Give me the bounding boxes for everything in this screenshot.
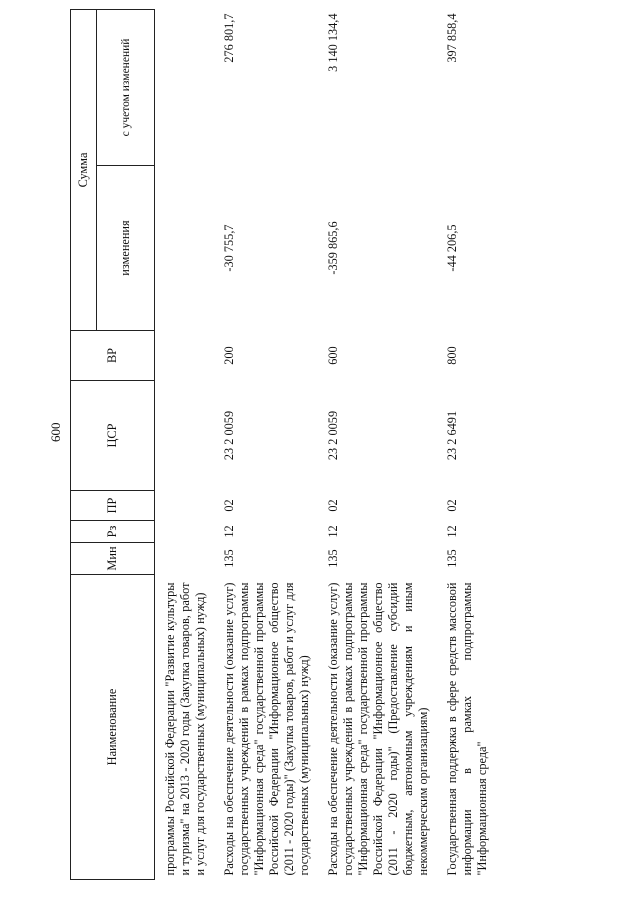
header-rz: Рз bbox=[71, 521, 155, 543]
row-pr bbox=[155, 491, 215, 521]
row-name: Государственная поддержка в сфере средств массовой информации в рамках подпрограммы "Информационная среда" bbox=[445, 582, 489, 876]
row-rz: 12 bbox=[222, 525, 236, 538]
header-with-changes: с учетом изменений bbox=[97, 9, 155, 165]
row-min: 135 bbox=[445, 549, 459, 568]
row-rz: 12 bbox=[326, 525, 340, 538]
row-rz: 12 bbox=[445, 525, 459, 538]
row-csr: 23 2 6491 bbox=[445, 410, 459, 461]
header-changes: изменения bbox=[97, 166, 155, 331]
header-name: Наименование bbox=[71, 575, 155, 880]
row-changes bbox=[155, 166, 215, 331]
row-min: 135 bbox=[326, 549, 340, 568]
table-row bbox=[318, 9, 437, 879]
row-changes: -44 206,5 bbox=[445, 224, 459, 272]
row-name: программы Российской Федерации "Развитие культуры и туризма" на 2013 - 2020 годы (Закупка товаров, работ и услуг для государственных (муниципальных) нужд) bbox=[163, 582, 207, 876]
row-vr: 200 bbox=[222, 346, 236, 365]
row-vr: 800 bbox=[445, 346, 459, 365]
row-changes: -359 865,6 bbox=[326, 221, 340, 275]
budget-table bbox=[70, 9, 496, 880]
row-name: Расходы на обеспечение деятельности (оказание услуг) государственных учреждений в рамках подпрограммы "Информационная среда" государственной программы Российской Федерации "Информационное общество (2011 - 2020 годы)" (Закупка товаров, работ и услуг для государственных (муниципальных) нужд) bbox=[222, 582, 311, 876]
budget-table-page bbox=[70, 10, 600, 880]
header-sum: Сумма bbox=[71, 9, 97, 330]
header-min: Мин bbox=[71, 543, 155, 575]
row-total: 276 801,7 bbox=[222, 13, 236, 63]
header-pr: ПР bbox=[71, 491, 155, 521]
table-row bbox=[155, 9, 215, 879]
row-rz bbox=[155, 521, 215, 543]
row-changes: -30 755,7 bbox=[222, 224, 236, 272]
row-csr: 23 2 0059 bbox=[326, 410, 340, 461]
row-total bbox=[155, 9, 215, 165]
table-row bbox=[214, 9, 318, 879]
table-row bbox=[437, 9, 496, 879]
row-pr: 02 bbox=[222, 499, 236, 512]
row-total: 3 140 134,4 bbox=[326, 13, 340, 72]
row-csr: 23 2 0059 bbox=[222, 410, 236, 461]
header-vr: ВР bbox=[71, 331, 155, 381]
row-min: 135 bbox=[222, 549, 236, 568]
row-name: Расходы на обеспечение деятельности (оказание услуг) государственных учреждений в рамках подпрограммы "Информационная среда" государственной программы Российской Федерации "Информационное общество (2011 - 2020 годы)" (Предоставление субсидий бюджетным, автономным учреждениям и иным некоммерческим организациям) bbox=[326, 582, 430, 876]
page-number: 600 bbox=[48, 422, 63, 442]
row-pr: 02 bbox=[326, 499, 340, 512]
header-csr: ЦСР bbox=[71, 381, 155, 491]
row-vr bbox=[155, 331, 215, 381]
row-pr: 02 bbox=[445, 499, 459, 512]
row-csr bbox=[155, 381, 215, 491]
row-total: 397 858,4 bbox=[445, 13, 459, 63]
row-min bbox=[155, 543, 215, 575]
row-vr: 600 bbox=[326, 346, 340, 365]
